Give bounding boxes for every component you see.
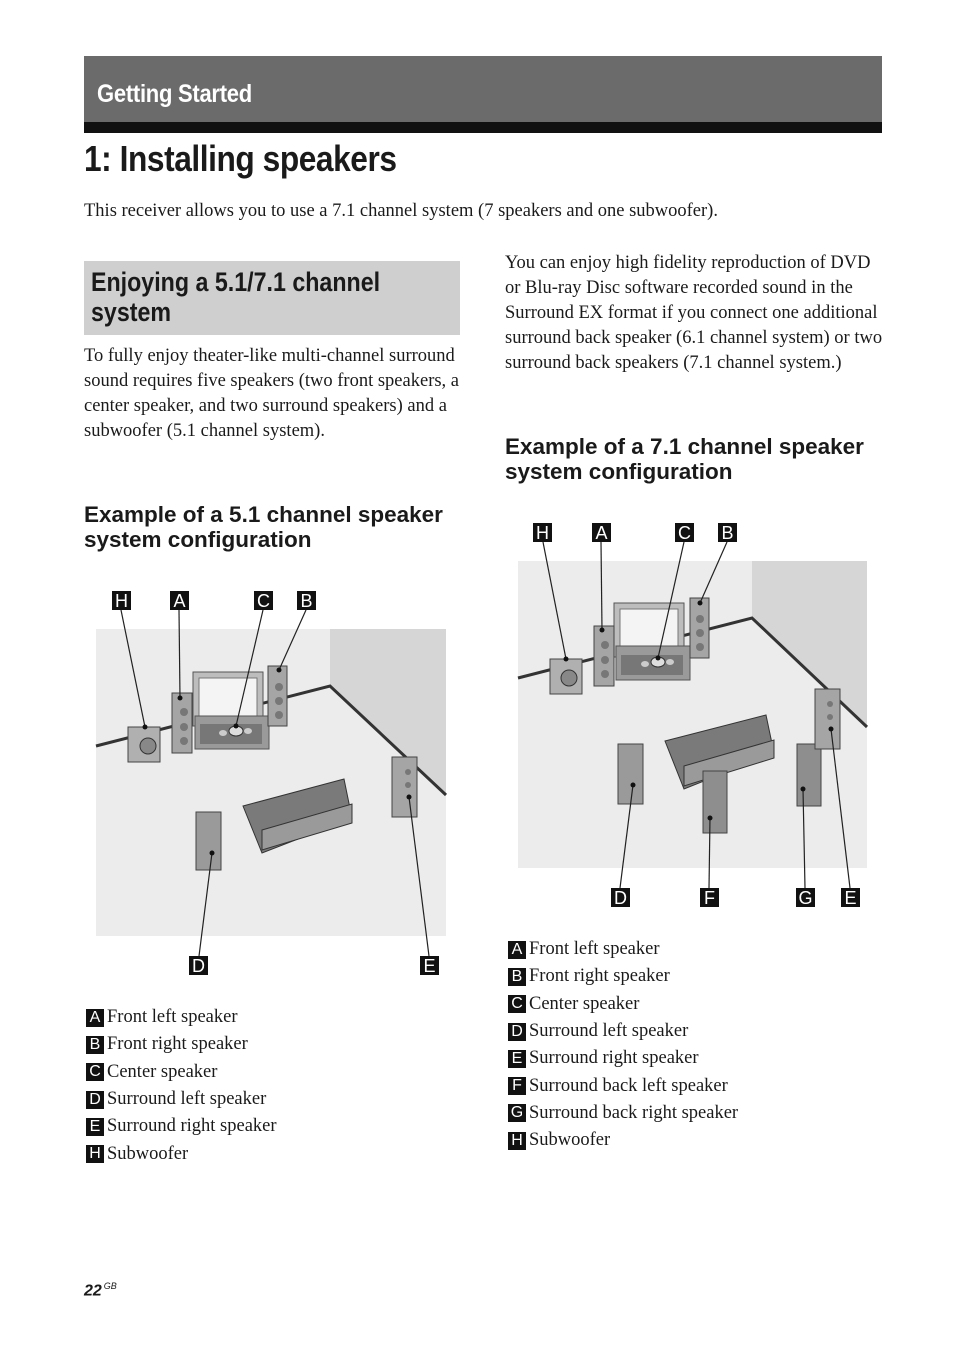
page-number-suffix: GB xyxy=(103,1281,117,1291)
svg-text:H: H xyxy=(536,523,549,543)
svg-text:D: D xyxy=(192,956,205,976)
svg-text:A: A xyxy=(173,591,186,611)
legend-51 xyxy=(86,1004,277,1168)
svg-text:C: C xyxy=(257,591,270,611)
legend-text: Front right speaker xyxy=(529,966,670,987)
legend-key: D xyxy=(86,1091,104,1109)
callout-B-71 xyxy=(718,523,737,543)
left-paragraph: To fully enjoy theater-like multi-channel surround sound requires five speakers (two front speakers, a center speaker, and two surround speakers) and a subwoofer (5.1 channel system). xyxy=(84,346,460,441)
legend-key: H xyxy=(86,1145,104,1163)
legend-item xyxy=(508,936,738,963)
callout-H-71 xyxy=(533,523,552,543)
legend-key: A xyxy=(86,1009,104,1027)
example-71-heading: Example of a 7.1 channel speaker system configuration xyxy=(505,434,864,484)
svg-text:E: E xyxy=(844,888,857,908)
legend-text: Front left speaker xyxy=(107,1007,238,1028)
legend-key: F xyxy=(508,1077,526,1095)
subwoofer-71 xyxy=(550,659,582,694)
legend-text: Subwoofer xyxy=(107,1143,189,1164)
example-51-heading: Example of a 5.1 channel speaker system configuration xyxy=(84,502,443,552)
speaker-71-surround-back-right xyxy=(797,744,821,806)
legend-text: Surround left speaker xyxy=(529,1021,689,1042)
legend-item xyxy=(508,1072,738,1099)
legend-key: G xyxy=(508,1104,526,1122)
legend-text: Center speaker xyxy=(107,1061,218,1082)
right-paragraph: You can enjoy high fidelity reproduction of DVD or Blu-ray Disc software recorded sound in the Surround EX format if you connect one additional surround back speaker (6.1 channel system) or two surround back speakers (7.1 channel system.) xyxy=(505,253,883,373)
speaker-71-surround-right xyxy=(815,689,840,749)
legend-item xyxy=(508,991,738,1018)
legend-item xyxy=(86,1004,277,1031)
legend-item xyxy=(508,1127,738,1154)
speaker-71-surround-left xyxy=(618,744,643,804)
svg-text:F: F xyxy=(704,888,715,908)
speaker-71-front-left xyxy=(594,626,614,686)
legend-key: C xyxy=(86,1063,104,1081)
legend-key: H xyxy=(508,1132,526,1150)
callout-D-71 xyxy=(611,888,630,908)
svg-text:E: E xyxy=(423,956,436,976)
legend-text: Surround back left speaker xyxy=(529,1075,728,1096)
speaker-71-surround-back-left xyxy=(703,771,727,833)
legend-key: B xyxy=(86,1036,104,1054)
legend-text: Front left speaker xyxy=(529,939,660,960)
legend-item xyxy=(508,1018,738,1045)
page-number xyxy=(84,1281,117,1300)
legend-item xyxy=(86,1113,277,1140)
callout-E-71 xyxy=(841,888,860,908)
legend-key: C xyxy=(508,995,526,1013)
legend-text: Surround right speaker xyxy=(529,1048,699,1069)
legend-item xyxy=(508,963,738,990)
svg-text:C: C xyxy=(678,523,691,543)
legend-item xyxy=(508,1045,738,1072)
legend-text: Surround right speaker xyxy=(107,1116,277,1137)
legend-item xyxy=(86,1059,277,1086)
callout-G-71 xyxy=(796,888,815,908)
section-header-title: Getting Started xyxy=(97,80,252,108)
speaker-71-front-right xyxy=(690,598,709,658)
legend-key: A xyxy=(508,941,526,959)
legend-key: E xyxy=(508,1050,526,1068)
legend-item xyxy=(508,1100,738,1127)
svg-text:B: B xyxy=(721,523,734,543)
legend-71 xyxy=(508,936,738,1154)
intro-text: This receiver allows you to use a 7.1 channel system (7 speakers and one subwoofer). xyxy=(84,201,718,221)
legend-text: Surround back right speaker xyxy=(529,1102,739,1123)
svg-text:D: D xyxy=(614,888,627,908)
svg-text:A: A xyxy=(595,523,608,543)
legend-item xyxy=(86,1031,277,1058)
section-title: Enjoying a 5.1/7.1 channel system xyxy=(91,267,381,327)
page-number-value: 22 xyxy=(84,1282,102,1300)
svg-text:G: G xyxy=(798,888,813,908)
legend-key: E xyxy=(86,1118,104,1136)
callout-C-71 xyxy=(675,523,694,543)
legend-text: Surround left speaker xyxy=(107,1089,267,1110)
svg-text:H: H xyxy=(115,591,128,611)
legend-text: Front right speaker xyxy=(107,1034,248,1055)
legend-key: B xyxy=(508,968,526,986)
legend-key: D xyxy=(508,1023,526,1041)
legend-text: Subwoofer xyxy=(529,1130,611,1151)
svg-text:B: B xyxy=(300,591,313,611)
tv-rack-71 xyxy=(614,603,690,680)
page-title: 1: Installing speakers xyxy=(84,138,397,179)
legend-item xyxy=(86,1140,277,1167)
legend-item xyxy=(86,1086,277,1113)
callout-A-71 xyxy=(592,523,611,543)
callout-F-71 xyxy=(700,888,719,908)
legend-text: Center speaker xyxy=(529,993,640,1014)
